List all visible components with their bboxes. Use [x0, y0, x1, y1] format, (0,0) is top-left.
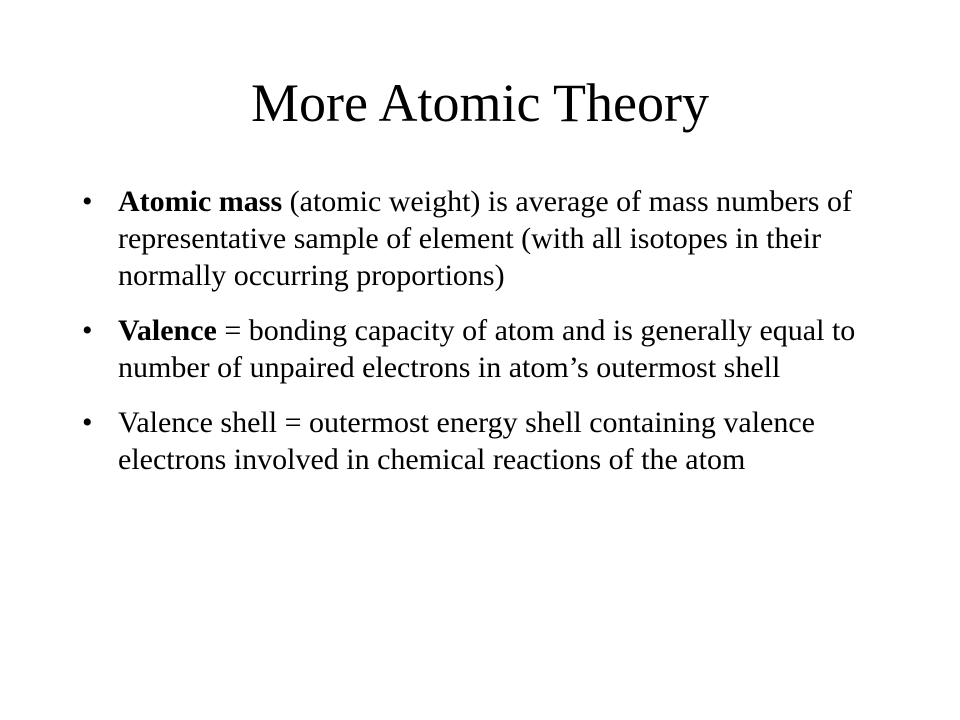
bullet-valence-shell [78, 404, 878, 478]
bullet-atomic-mass [78, 183, 878, 294]
slide-title: More Atomic Theory [251, 73, 709, 133]
bullet-list [78, 183, 878, 496]
bullet-icon: • [82, 185, 93, 218]
bullet-text: Valence shell = outermost energy shell containing valence electrons involved in chemical reactions of the atom [118, 406, 815, 476]
bullet-term: Atomic mass [118, 185, 283, 218]
bullet-icon: • [82, 406, 93, 439]
bullet-valence [78, 312, 878, 386]
bullet-text: = bonding capacity of atom and is generally equal to number of unpaired electrons in atom’s outermost shell [118, 314, 856, 384]
bullet-text: (atomic weight) is average of mass numbers of representative sample of element (with all isotopes in their normally occurring proportions) [118, 185, 852, 292]
bullet-term: Valence [118, 314, 217, 347]
bullet-icon: • [82, 314, 93, 347]
